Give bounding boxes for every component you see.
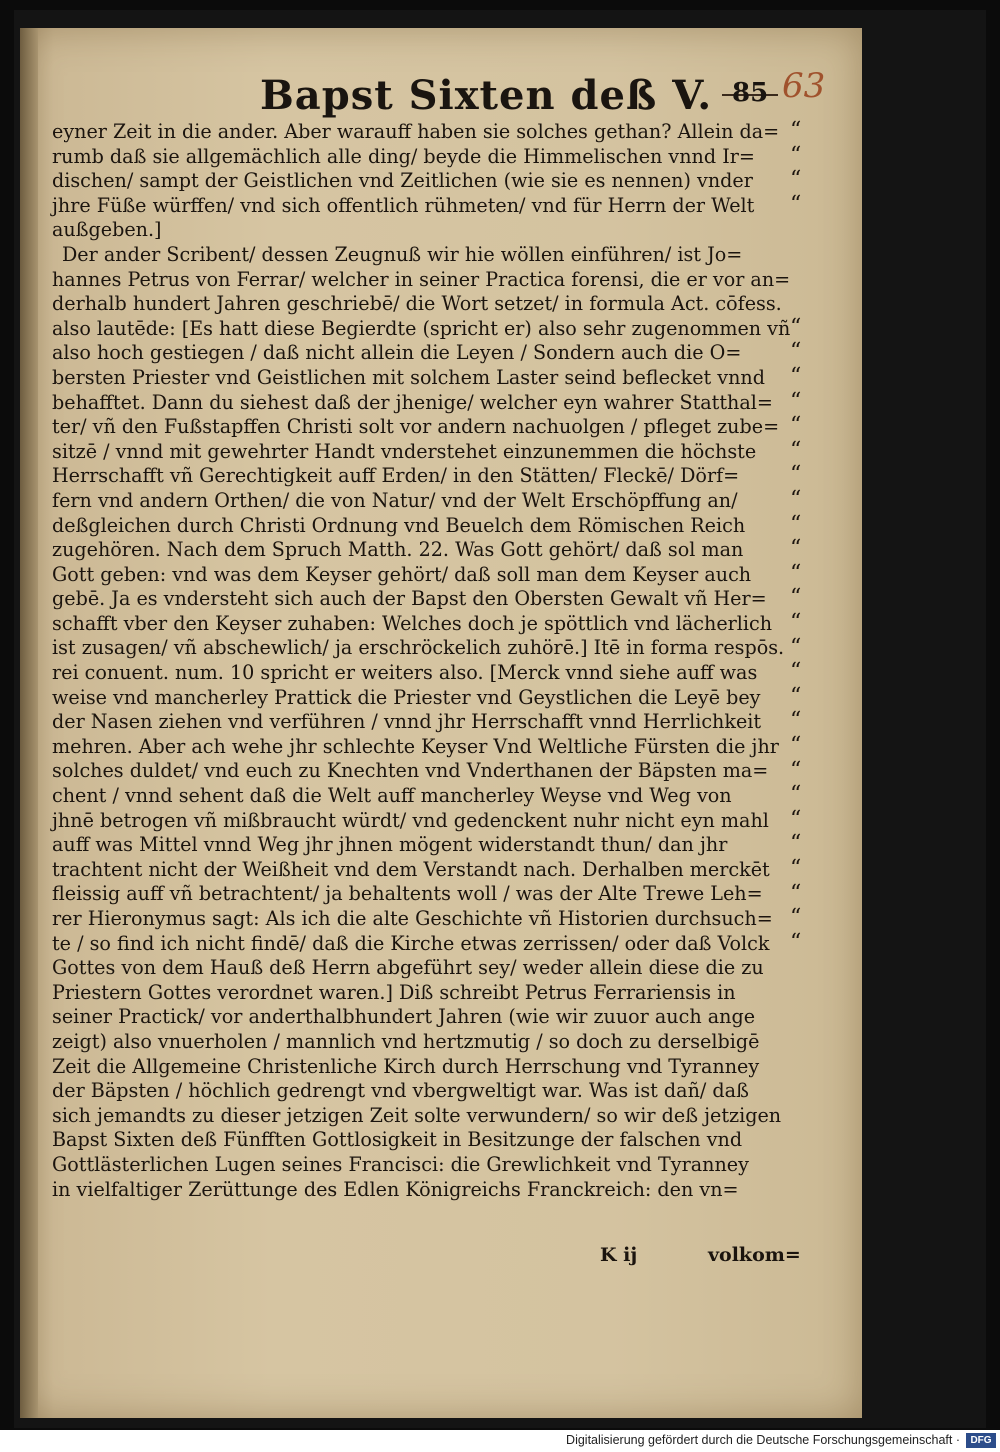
quote-mark: “ [790, 880, 802, 906]
quote-mark: “ [790, 659, 802, 685]
quote-mark: “ [790, 487, 802, 512]
quote-mark: “ [790, 191, 802, 217]
text-line: bersten Priester vnd Geistlichen mit solchem Laster seind beflecket vnnd [52, 365, 765, 389]
text-line: Bapst Sixten deß Fünfften Gottlosigkeit in Besitzunge der falschen vnd [52, 1128, 743, 1152]
quote-mark: “ [790, 634, 802, 660]
text-line: Priestern Gottes verordnet waren.] Diß schreibt Petrus Ferrariensis in [52, 980, 736, 1004]
text-line: außgeben.] [52, 218, 162, 242]
text-line: zeigt) also vnuerholen / mannlich vnd hertzmutig / so doch zu derselbigē [52, 1029, 760, 1053]
text-line: Gottlästerlichen Lugen seines Francisci: die Grewlichkeit vnd Tyranney [52, 1152, 749, 1176]
text-line: sitzē / vnnd mit gewehrter Handt vnderstehet einzunemmen die höchste [52, 439, 757, 463]
text-line: ter/ vñ den Fußstapffen Christi solt vor andern nachuolgen / pfleget zube= [52, 415, 780, 439]
page-number: 85 [732, 78, 769, 108]
catchword: volkom= [708, 1244, 801, 1266]
text-line: also lautēde: [Es hatt diese Begierdte (spricht er) also sehr zugenommen vñ [52, 316, 791, 340]
text-line: in vielfaltiger Zerüttunge des Edlen Königreichs Franckreich: den vn= [52, 1177, 739, 1201]
quote-mark: “ [790, 856, 802, 881]
quote-mark: “ [790, 511, 802, 537]
text-line: eyner Zeit in die ander. Aber warauff haben sie solches gethan? Allein da= [52, 120, 780, 143]
text-line: sich jemandts zu dieser jetzigen Zeit solte verwundern/ so wir deß jetzigen [52, 1103, 782, 1127]
text-line: schafft vber den Keyser zuhaben: Welches doch je spöttlich vnd lächerlich [52, 611, 773, 635]
text-line: mehren. Aber ach wehe jhr schlechte Keyser Vnd Weltliche Fürsten die jhr [52, 734, 779, 758]
quote-mark: “ [790, 462, 802, 488]
text-line: also hoch gestiegen / daß nicht allein die Leyen / Sondern auch die O= [52, 341, 742, 365]
text-line: der Nasen ziehen vnd verführen / vnnd jhr Herrschafft vnnd Herrlichkeit [52, 710, 762, 734]
quote-mark: “ [790, 142, 802, 168]
quote-mark: “ [790, 413, 802, 439]
text-line: Zeit die Allgemeine Christenliche Kirch durch Herrschung vnd Tyranney [52, 1054, 760, 1078]
text-line: chent / vnnd sehent daß die Welt auff mancherley Weyse vnd Weg von [52, 784, 732, 808]
text-line: te / so find ich nicht findē/ daß die Kirche etwas zerrissen/ oder daß Volck [52, 931, 770, 955]
quote-mark: “ [790, 388, 802, 414]
quote-mark: “ [790, 782, 802, 808]
quote-mark: “ [790, 585, 802, 611]
handwritten-folio-number: 63 [782, 66, 826, 106]
quote-mark: “ [790, 536, 802, 562]
text-line: zugehören. Nach dem Spruch Matth. 22. Was Gott gehört/ daß sol man [52, 538, 744, 562]
dfg-credit-text: Digitalisierung gefördert durch die Deutsche Forschungsgemeinschaft · [566, 1433, 960, 1447]
dfg-footer-bar [0, 1430, 1000, 1452]
text-line: Herrschafft vñ Gerechtigkeit auff Erden/ in den Stätten/ Fleckē/ Dörf= [52, 464, 740, 488]
text-line: fleissig auff vñ betrachtent/ ja behaltents woll / was der Alte Trewe Leh= [52, 882, 763, 906]
text-line: Gottes von dem Hauß deß Herrn abgeführt sey/ weder allein diese die zu [52, 956, 764, 980]
text-line: jhnē betrogen vñ mißbraucht würdt/ vnd gedenckent nuhr nicht eyn mahl [52, 808, 769, 832]
text-line: seiner Practick/ vor anderthalbhundert Jahren (wie wir zuuor auch ange [52, 1005, 756, 1029]
text-line: weise vnd mancherley Prattick die Priester vnd Geystlichen die Leyē bey [52, 685, 761, 709]
text-line: ist zusagen/ vñ abschewlich/ ja erschröckelich zuhörē.] Itē in forma respōs. [52, 636, 785, 660]
text-line: behafftet. Dann du siehest daß der jhenige/ welcher eyn wahrer Statthal= [52, 390, 773, 414]
quote-mark: “ [790, 733, 802, 758]
quote-mark: “ [790, 437, 802, 463]
text-line: fern vnd andern Orthen/ die von Natur/ vnd der Welt Erschöpffung an/ [52, 488, 738, 512]
quote-mark: “ [790, 929, 802, 955]
text-line: auff was Mittel vnnd Weg jhr jhnen mögent widerstandt thun/ dan jhr [52, 833, 728, 857]
text-line: dischen/ sampt der Geistlichen vnd Zeitlichen (wie sie es nennen) vnder [52, 169, 753, 193]
dfg-logo: DFG [966, 1433, 996, 1448]
quote-mark: “ [790, 364, 802, 389]
quote-mark: “ [790, 905, 802, 931]
text-line: solches duldet/ vnd euch zu Knechten vnd Vnderthanen der Bäpsten ma= [52, 759, 769, 783]
text-line: rumb daß sie allgemächlich alle ding/ beyde die Himmelischen vnnd Ir= [52, 144, 755, 168]
text-line: gebē. Ja es vndersteht sich auch der Bapst den Obersten Gewalt vñ Her= [52, 587, 767, 611]
running-title: Bapst Sixten deß V. [260, 72, 713, 119]
signature-mark: K ij [600, 1244, 638, 1266]
quote-mark: “ [790, 167, 802, 193]
quote-mark: “ [790, 314, 802, 340]
text-line: derhalb hundert Jahren geschriebē/ die Wort setzet/ in formula Act. cōfess. [52, 292, 782, 316]
text-line: rer Hieronymus sagt: Als ich die alte Geschichte vñ Historien durchsuch= [52, 907, 773, 930]
quote-mark: “ [790, 708, 802, 734]
quote-mark: “ [790, 610, 802, 635]
text-line: der Bäpsten / höchlich gedrengt vnd vbergweltigt war. Was ist dañ/ daß [52, 1079, 749, 1103]
quote-mark: “ [790, 806, 802, 832]
quote-mark: “ [790, 339, 802, 365]
body-text [52, 120, 792, 1202]
text-line: hannes Petrus von Ferrar/ welcher in seiner Practica forensi, die er vor an= [52, 267, 791, 291]
quote-mark: “ [790, 118, 802, 143]
text-line: deßgleichen durch Christi Ordnung vnd Beuelch dem Römischen Reich [52, 513, 746, 537]
quote-mark: “ [790, 831, 802, 857]
running-header [250, 66, 870, 122]
quote-mark: “ [790, 683, 802, 709]
quote-mark: “ [790, 560, 802, 586]
text-line: rei conuent. num. 10 spricht er weiters also. [Merck vnnd siehe auff was [52, 661, 758, 685]
text-line: Gott geben: vnd was dem Keyser gehört/ daß soll man dem Keyser auch [52, 562, 752, 586]
quote-mark: “ [790, 757, 802, 783]
text-line: trachtent nicht der Weißheit vnd dem Verstandt nach. Derhalben merckēt [52, 857, 770, 881]
text-line: Der ander Scribent/ dessen Zeugnuß wir hie wöllen einführen/ ist Jo= [61, 242, 743, 266]
text-line: jhre Füße würffen/ vnd sich offentlich rühmeten/ vnd für Herrn der Welt [52, 193, 755, 217]
page-gutter [20, 28, 38, 1418]
